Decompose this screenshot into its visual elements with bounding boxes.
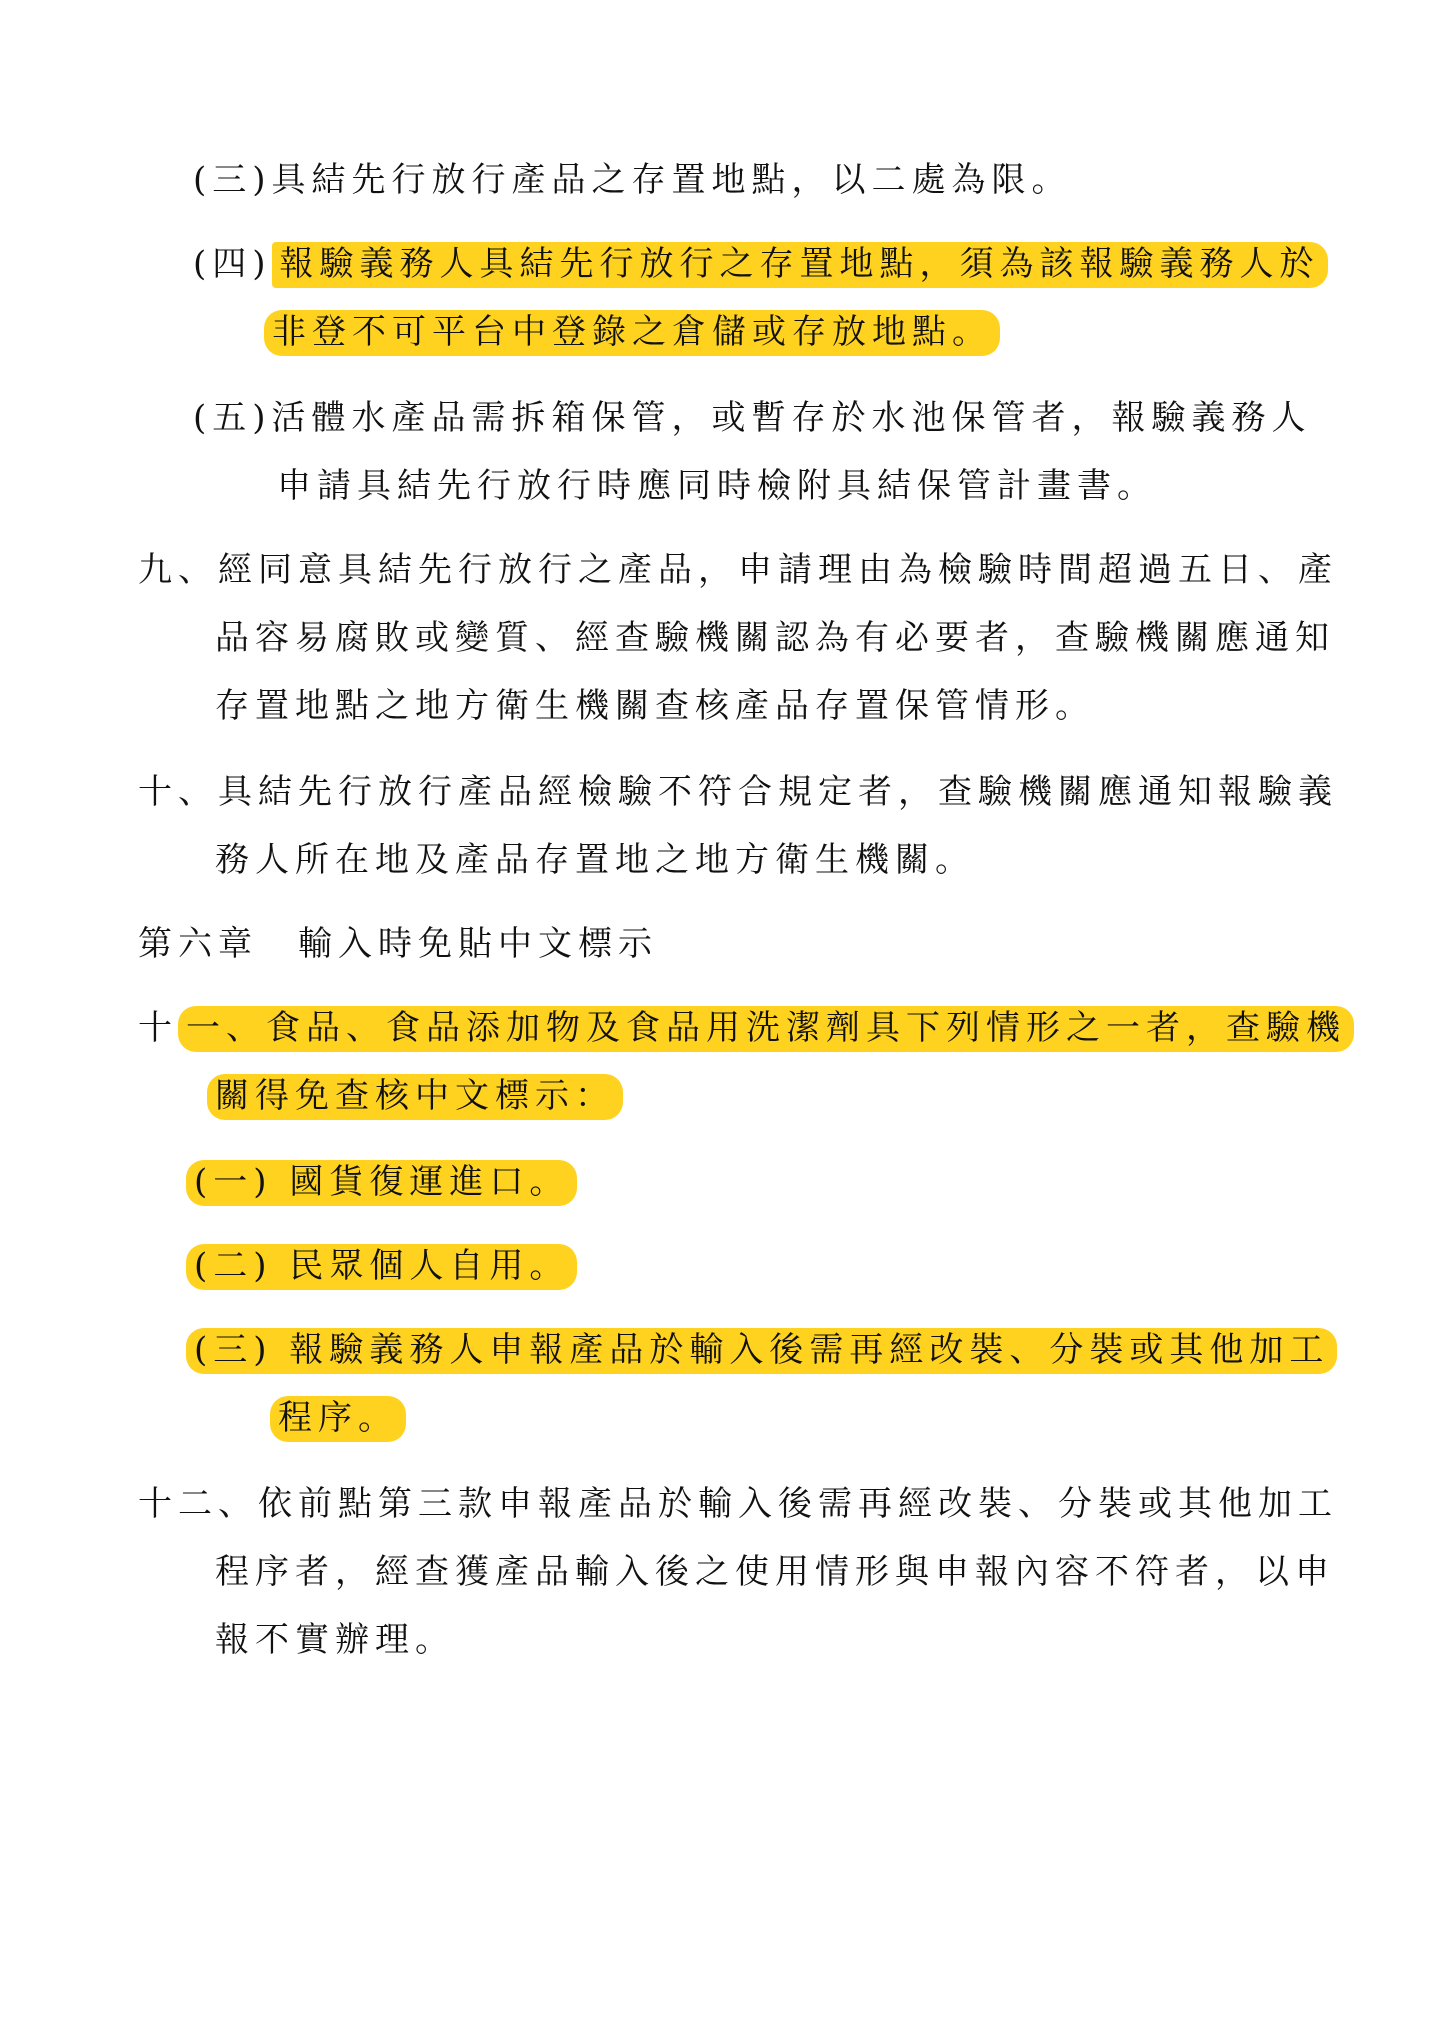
point-11-item-1 [186, 1160, 577, 1204]
point-11-item-3-continuation [270, 1396, 406, 1440]
item-5-continuation: 申請具結先行放行時應同時檢附具結保管計畫書。 [277, 466, 1157, 506]
point-12-continuation: 報不實辦理。 [215, 1620, 455, 1660]
point-10-continuation: 務人所在地及產品存置地之地方衛生機關。 [215, 840, 975, 880]
point-11-label: 十 [138, 1008, 178, 1048]
item-3-storage-limit: (三)具結先行放行產品之存置地點，以二處為限。 [193, 160, 1072, 200]
highlighted-text: (二) 民眾個人自用。 [186, 1244, 577, 1290]
point-11-item-3 [186, 1328, 1337, 1372]
item-4-storage-location [193, 242, 1328, 286]
point-12-continuation: 程序者，經查獲產品輸入後之使用情形與申報內容不符者，以申 [215, 1552, 1335, 1592]
point-11 [138, 1006, 1354, 1050]
highlighted-text: 非登不可平台中登錄之倉儲或存放地點。 [264, 310, 1000, 356]
highlighted-text: 關得免查核中文標示： [207, 1074, 623, 1120]
chapter-6-heading: 第六章 輸入時免貼中文標示 [138, 924, 658, 964]
item-4-label: (四) [193, 244, 272, 284]
highlighted-text: (三) 報驗義務人申報產品於輸入後需再經改裝、分裝或其他加工 [186, 1328, 1337, 1374]
item-4-continuation [264, 310, 1000, 354]
highlighted-text: 程序。 [270, 1396, 406, 1442]
point-11-continuation [207, 1074, 623, 1118]
point-9: 九、經同意具結先行放行之產品，申請理由為檢驗時間超過五日、產 [138, 550, 1338, 590]
point-10: 十、具結先行放行產品經檢驗不符合規定者，查驗機關應通知報驗義 [138, 772, 1338, 812]
point-9-continuation: 品容易腐敗或變質、經查驗機關認為有必要者，查驗機關應通知 [215, 618, 1335, 658]
highlighted-text: 一、食品、食品添加物及食品用洗潔劑具下列情形之一者，查驗機 [178, 1006, 1354, 1052]
point-12: 十二、依前點第三款申報產品於輸入後需再經改裝、分裝或其他加工 [138, 1484, 1338, 1524]
highlighted-text: (一) 國貨復運進口。 [186, 1160, 577, 1206]
point-9-continuation: 存置地點之地方衛生機關查核產品存置保管情形。 [215, 686, 1095, 726]
item-5-live-aquatic: (五)活體水產品需拆箱保管，或暫存於水池保管者，報驗義務人 [193, 398, 1312, 438]
point-11-item-2 [186, 1244, 577, 1288]
highlighted-text: 報驗義務人具結先行放行之存置地點，須為該報驗義務人於 [272, 242, 1328, 288]
